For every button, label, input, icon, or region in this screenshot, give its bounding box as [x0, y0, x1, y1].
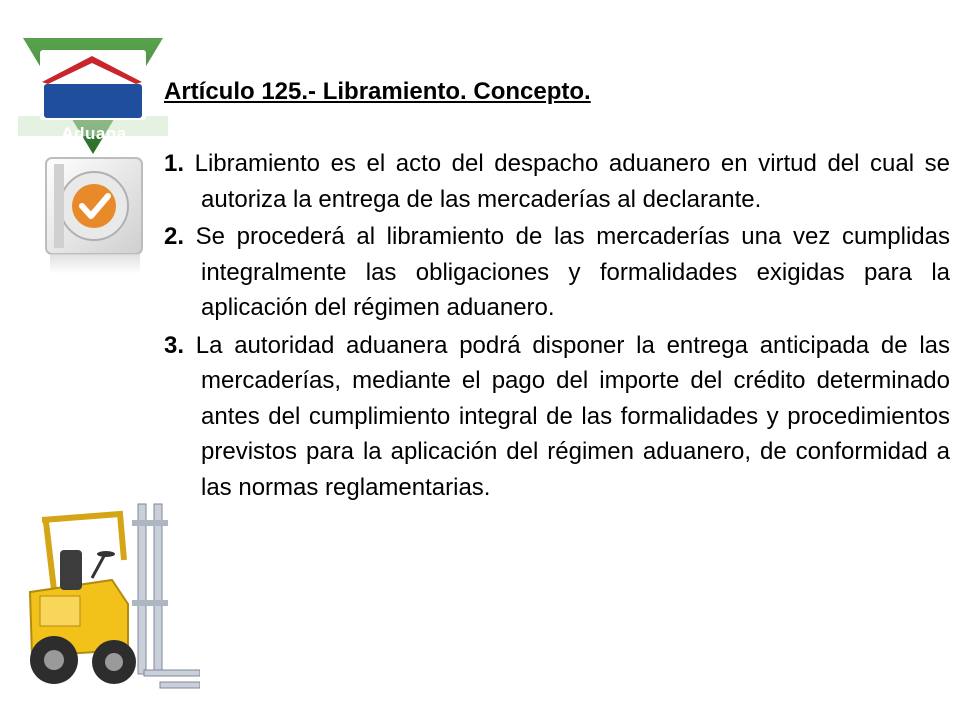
- certification-badge: [36, 148, 154, 276]
- article-item: [164, 146, 950, 217]
- logo-subtitle: Paraguay: [106, 146, 132, 152]
- article-items: [164, 146, 950, 507]
- article-item-number: 1.: [164, 150, 185, 177]
- article-item: [164, 328, 950, 506]
- article-item-text: La autoridad aduanera podrá disponer la entrega anticipada de las mercaderías, mediante el pago del importe del crédito determinado antes del cumplimiento integral de las formalidades y procedimientos previstos para la aplicación del régimen aduanero, de conformidad a las normas reglamentarias.: [195, 331, 950, 501]
- logo-name: Aduana: [61, 124, 127, 143]
- iso-certification-seal-icon: [36, 148, 154, 276]
- aduana-logo: [18, 36, 168, 156]
- article-item-number: 2.: [164, 223, 185, 250]
- forklift-illustration: [20, 500, 200, 700]
- article-item: [164, 219, 950, 326]
- article-item-text: Libramiento es el acto del despacho aduanero en virtud del cual se autoriza la entrega de las mercaderías al declarante.: [194, 150, 950, 213]
- article-item-number: 3.: [164, 331, 185, 359]
- forklift-icon: [20, 500, 200, 700]
- article-item-text: Se procederá al libramiento de las mercaderías una vez cumplidas integralmente las obligaciones y formalidades exigidas para la aplicación del régimen aduanero.: [195, 223, 951, 321]
- article-title: Artículo 125.- Libramiento. Concepto.: [164, 78, 591, 105]
